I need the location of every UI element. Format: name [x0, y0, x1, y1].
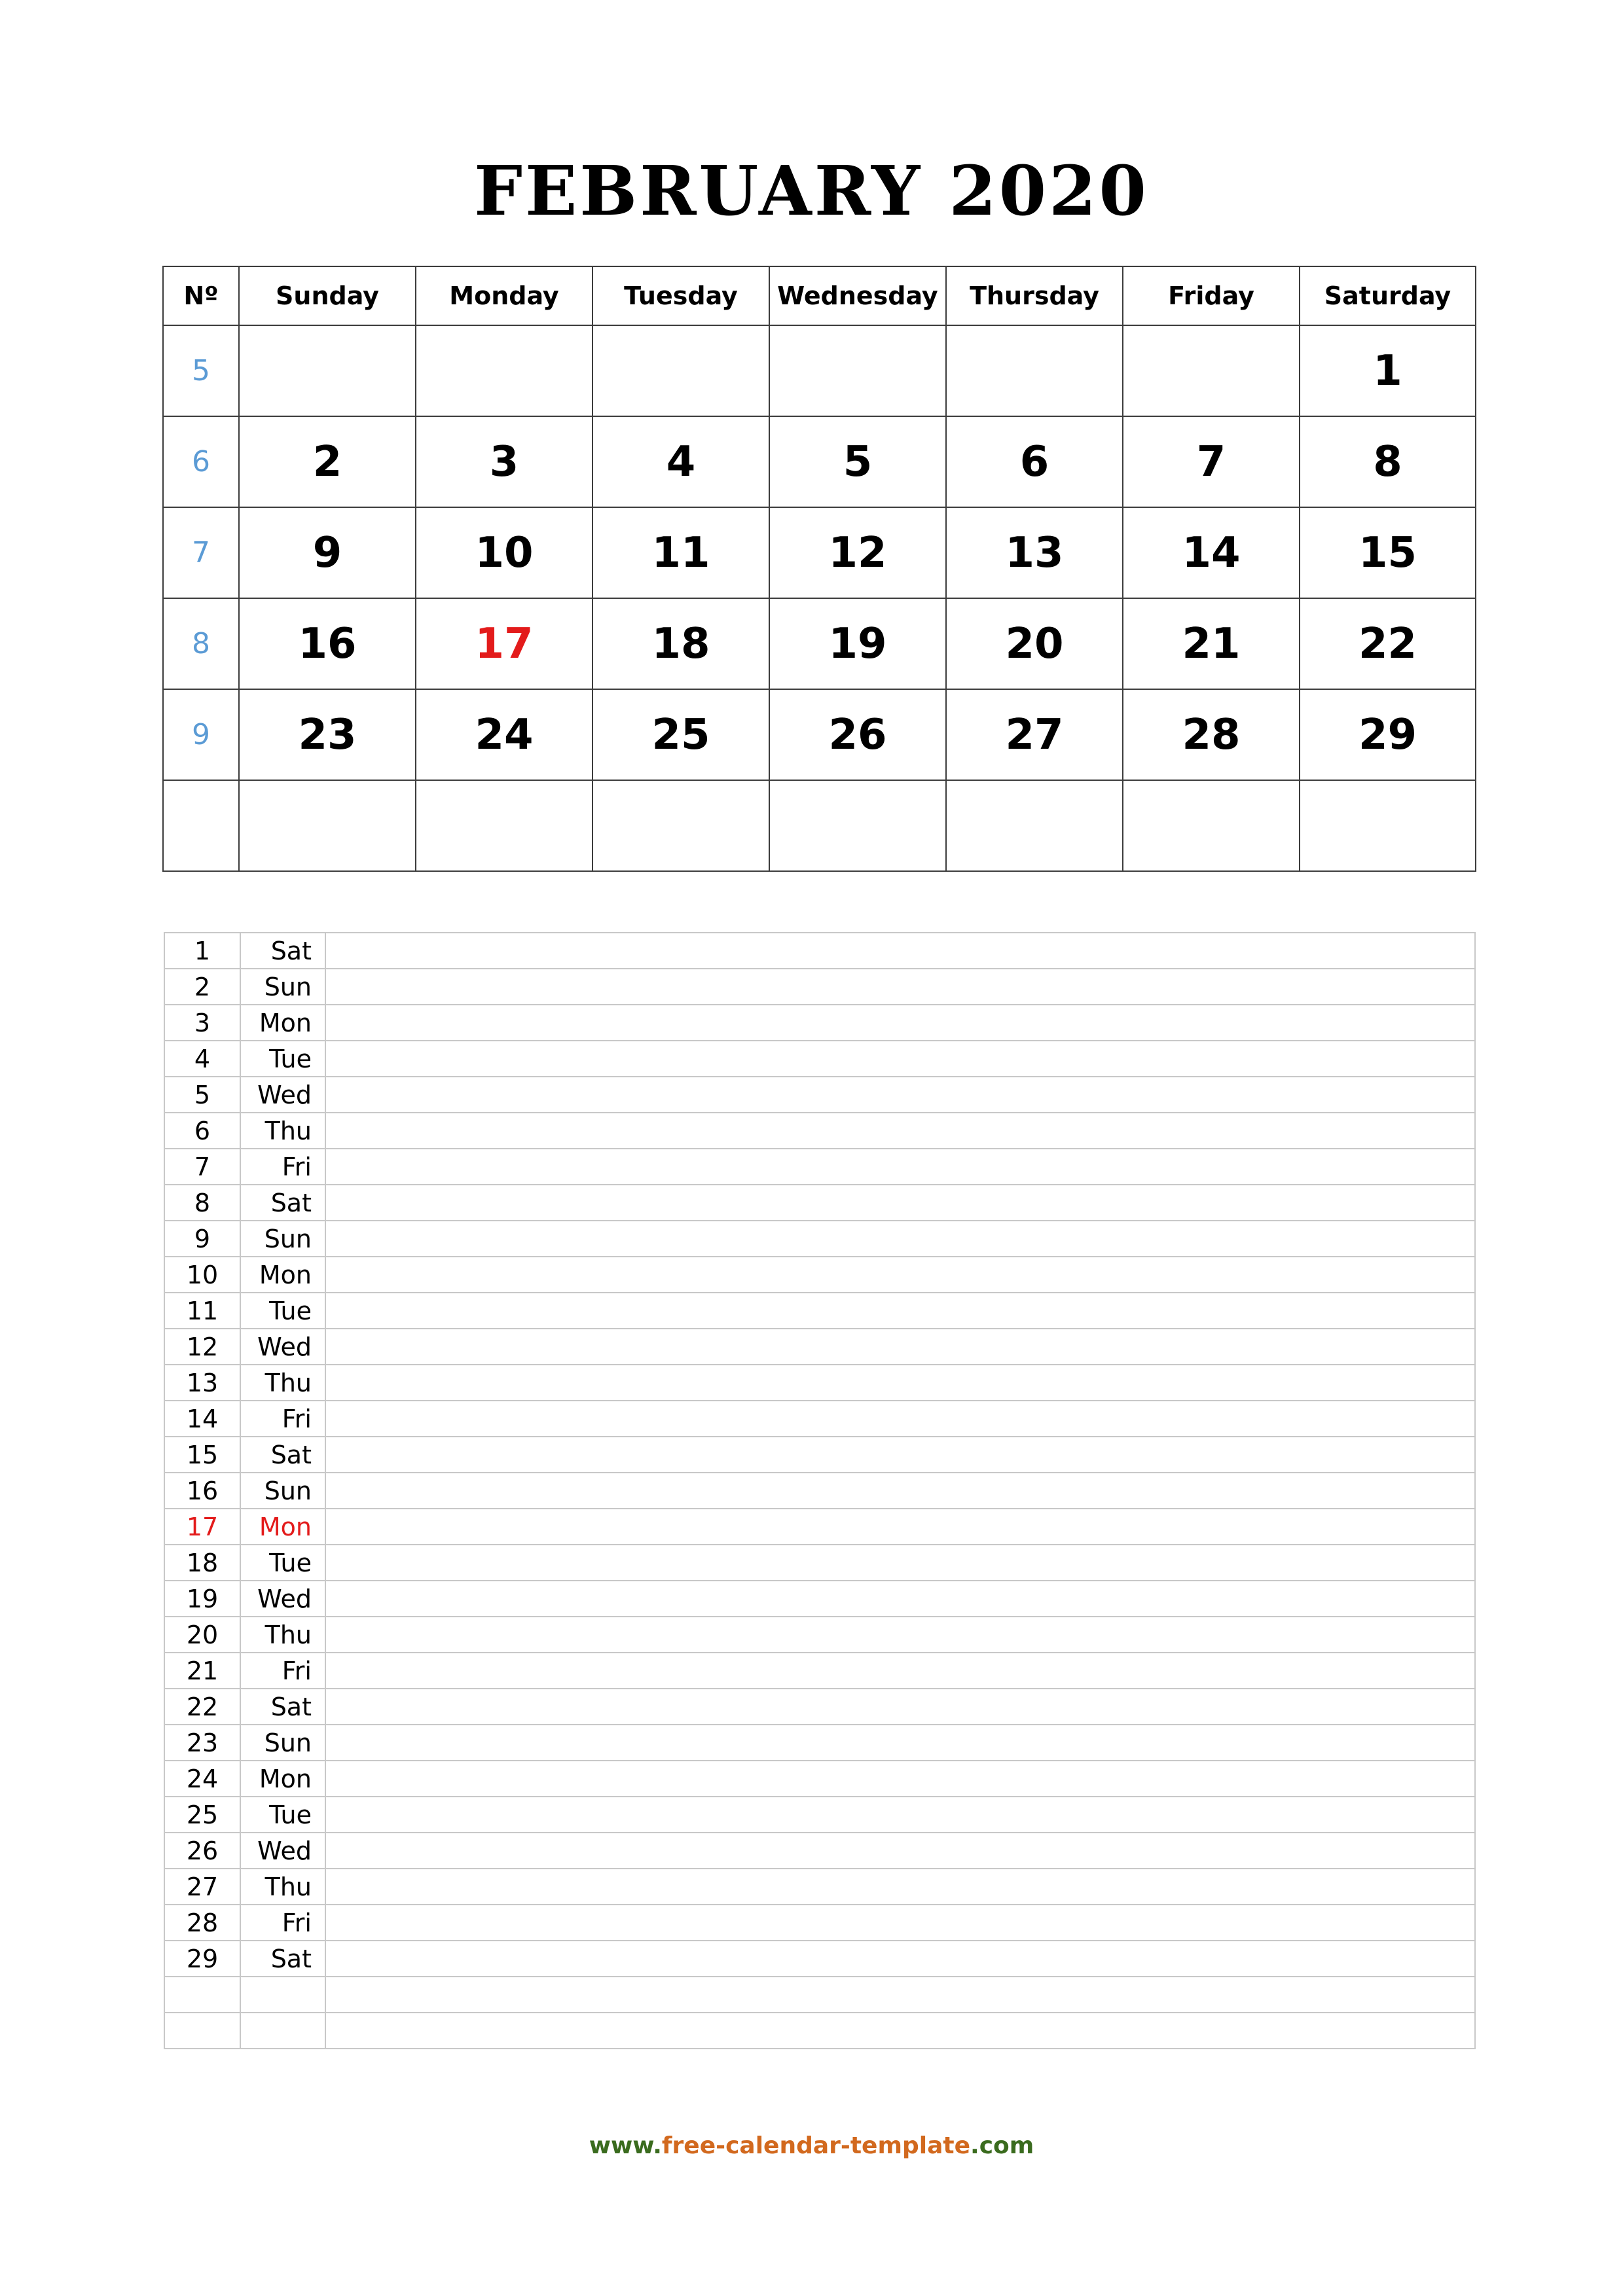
list-weekday: Fri — [240, 1401, 325, 1437]
daily-notes-list — [164, 932, 1476, 2049]
list-day-number — [164, 2013, 240, 2049]
list-note-cell — [325, 1689, 1475, 1725]
day-cell: 29 — [1300, 689, 1476, 780]
list-row — [164, 1113, 1475, 1149]
list-weekday: Tue — [240, 1293, 325, 1329]
day-cell — [416, 780, 593, 871]
footer-suffix: .com — [970, 2132, 1034, 2159]
list-row — [164, 1257, 1475, 1293]
list-day-number: 13 — [164, 1365, 240, 1401]
list-day-number: 19 — [164, 1581, 240, 1617]
header-friday: Friday — [1123, 266, 1300, 325]
list-row — [164, 1005, 1475, 1041]
list-row — [164, 1905, 1475, 1941]
list-note-cell — [325, 1257, 1475, 1293]
calendar-week-row — [163, 780, 1476, 871]
day-cell: 9 — [239, 507, 416, 598]
day-cell: 28 — [1123, 689, 1300, 780]
list-day-number: 16 — [164, 1473, 240, 1509]
list-note-cell — [325, 1545, 1475, 1581]
list-day-number: 26 — [164, 1833, 240, 1869]
list-day-number: 5 — [164, 1077, 240, 1113]
list-weekday: Mon — [240, 1257, 325, 1293]
list-note-cell — [325, 1977, 1475, 2013]
list-day-number: 1 — [164, 933, 240, 969]
list-row — [164, 1725, 1475, 1761]
list-row — [164, 1545, 1475, 1581]
day-cell: 13 — [946, 507, 1123, 598]
list-day-number — [164, 1977, 240, 2013]
list-note-cell — [325, 1473, 1475, 1509]
day-cell: 1 — [1300, 325, 1476, 416]
list-row — [164, 1041, 1475, 1077]
list-day-number: 14 — [164, 1401, 240, 1437]
day-cell: 27 — [946, 689, 1123, 780]
list-day-number: 11 — [164, 1293, 240, 1329]
week-number — [163, 780, 239, 871]
list-note-cell — [325, 1401, 1475, 1437]
day-cell: 8 — [1300, 416, 1476, 507]
list-note-cell — [325, 1869, 1475, 1905]
calendar-week-row — [163, 507, 1476, 598]
day-cell: 3 — [416, 416, 593, 507]
day-cell: 17 — [416, 598, 593, 689]
day-cell: 19 — [769, 598, 946, 689]
list-weekday: Thu — [240, 1617, 325, 1653]
list-row — [164, 1653, 1475, 1689]
list-note-cell — [325, 1005, 1475, 1041]
list-day-number: 29 — [164, 1941, 240, 1977]
day-cell — [769, 780, 946, 871]
day-cell — [946, 780, 1123, 871]
list-weekday: Tue — [240, 1041, 325, 1077]
day-cell: 7 — [1123, 416, 1300, 507]
list-note-cell — [325, 1185, 1475, 1221]
list-weekday: Thu — [240, 1113, 325, 1149]
list-note-cell — [325, 969, 1475, 1005]
header-wednesday: Wednesday — [769, 266, 946, 325]
list-weekday: Sun — [240, 1725, 325, 1761]
list-note-cell — [325, 1905, 1475, 1941]
day-cell: 2 — [239, 416, 416, 507]
list-weekday: Sun — [240, 969, 325, 1005]
list-row — [164, 1437, 1475, 1473]
list-note-cell — [325, 1077, 1475, 1113]
day-cell: 21 — [1123, 598, 1300, 689]
day-cell — [946, 325, 1123, 416]
day-cell: 18 — [593, 598, 769, 689]
list-row — [164, 1221, 1475, 1257]
list-day-number: 17 — [164, 1509, 240, 1545]
day-cell — [239, 325, 416, 416]
list-row — [164, 1185, 1475, 1221]
day-cell — [1123, 780, 1300, 871]
list-weekday: Tue — [240, 1545, 325, 1581]
page-title: FEBRUARY 2020 — [474, 151, 1149, 231]
list-day-number: 2 — [164, 969, 240, 1005]
list-day-number: 23 — [164, 1725, 240, 1761]
day-cell: 23 — [239, 689, 416, 780]
list-day-number: 7 — [164, 1149, 240, 1185]
day-cell — [1300, 780, 1476, 871]
list-weekday: Sat — [240, 1941, 325, 1977]
list-row — [164, 1509, 1475, 1545]
day-cell: 15 — [1300, 507, 1476, 598]
list-note-cell — [325, 1941, 1475, 1977]
list-row — [164, 1689, 1475, 1725]
list-row — [164, 1293, 1475, 1329]
list-row — [164, 1473, 1475, 1509]
header-tuesday: Tuesday — [593, 266, 769, 325]
day-cell: 24 — [416, 689, 593, 780]
list-note-cell — [325, 1149, 1475, 1185]
list-note-cell — [325, 1725, 1475, 1761]
list-weekday: Sun — [240, 1473, 325, 1509]
list-weekday: Tue — [240, 1797, 325, 1833]
list-day-number: 18 — [164, 1545, 240, 1581]
list-row — [164, 1617, 1475, 1653]
list-row — [164, 1365, 1475, 1401]
list-note-cell — [325, 2013, 1475, 2049]
day-cell: 26 — [769, 689, 946, 780]
week-number: 9 — [163, 689, 239, 780]
list-row — [164, 1941, 1475, 1977]
day-cell — [593, 325, 769, 416]
list-weekday — [240, 1977, 325, 2013]
list-weekday: Thu — [240, 1869, 325, 1905]
day-cell: 16 — [239, 598, 416, 689]
list-day-number: 22 — [164, 1689, 240, 1725]
day-cell: 22 — [1300, 598, 1476, 689]
list-note-cell — [325, 1221, 1475, 1257]
list-day-number: 20 — [164, 1617, 240, 1653]
day-cell — [769, 325, 946, 416]
week-number: 6 — [163, 416, 239, 507]
list-weekday: Sat — [240, 933, 325, 969]
week-number: 8 — [163, 598, 239, 689]
list-weekday: Fri — [240, 1149, 325, 1185]
day-cell: 6 — [946, 416, 1123, 507]
list-note-cell — [325, 1437, 1475, 1473]
list-row — [164, 969, 1475, 1005]
list-row — [164, 1797, 1475, 1833]
list-day-number: 24 — [164, 1761, 240, 1797]
list-note-cell — [325, 1293, 1475, 1329]
day-cell: 12 — [769, 507, 946, 598]
header-saturday: Saturday — [1300, 266, 1476, 325]
list-day-number: 21 — [164, 1653, 240, 1689]
list-note-cell — [325, 1617, 1475, 1653]
list-day-number: 15 — [164, 1437, 240, 1473]
list-row — [164, 2013, 1475, 2049]
list-weekday — [240, 2013, 325, 2049]
list-weekday: Wed — [240, 1329, 325, 1365]
list-note-cell — [325, 1365, 1475, 1401]
list-note-cell — [325, 1761, 1475, 1797]
list-day-number: 3 — [164, 1005, 240, 1041]
list-weekday: Sat — [240, 1437, 325, 1473]
header-week-number: Nº — [163, 266, 239, 325]
footer-domain: free-calendar-template — [661, 2132, 971, 2159]
day-cell: 5 — [769, 416, 946, 507]
list-note-cell — [325, 1581, 1475, 1617]
header-sunday: Sunday — [239, 266, 416, 325]
day-cell — [239, 780, 416, 871]
list-day-number: 8 — [164, 1185, 240, 1221]
list-weekday: Wed — [240, 1833, 325, 1869]
footer-website — [0, 2132, 1623, 2159]
list-row — [164, 1329, 1475, 1365]
list-day-number: 27 — [164, 1869, 240, 1905]
list-weekday: Mon — [240, 1761, 325, 1797]
list-row — [164, 1869, 1475, 1905]
list-row — [164, 933, 1475, 969]
list-weekday: Wed — [240, 1077, 325, 1113]
month-calendar-grid — [162, 266, 1476, 872]
day-cell: 10 — [416, 507, 593, 598]
calendar-week-row — [163, 689, 1476, 780]
list-note-cell — [325, 1329, 1475, 1365]
header-monday: Monday — [416, 266, 593, 325]
list-weekday: Wed — [240, 1581, 325, 1617]
list-day-number: 25 — [164, 1797, 240, 1833]
day-cell — [416, 325, 593, 416]
list-weekday: Sat — [240, 1185, 325, 1221]
list-day-number: 4 — [164, 1041, 240, 1077]
list-note-cell — [325, 1113, 1475, 1149]
calendar-week-row — [163, 325, 1476, 416]
day-cell — [1123, 325, 1300, 416]
list-weekday: Thu — [240, 1365, 325, 1401]
footer-prefix: www. — [589, 2132, 662, 2159]
list-note-cell — [325, 1509, 1475, 1545]
list-row — [164, 1401, 1475, 1437]
calendar-week-row — [163, 598, 1476, 689]
day-cell: 25 — [593, 689, 769, 780]
list-weekday: Fri — [240, 1653, 325, 1689]
list-row — [164, 1581, 1475, 1617]
list-day-number: 9 — [164, 1221, 240, 1257]
list-row — [164, 1761, 1475, 1797]
day-cell: 14 — [1123, 507, 1300, 598]
list-note-cell — [325, 1041, 1475, 1077]
list-day-number: 28 — [164, 1905, 240, 1941]
calendar-header-row — [163, 266, 1476, 325]
list-note-cell — [325, 1833, 1475, 1869]
calendar-week-row — [163, 416, 1476, 507]
list-row — [164, 1077, 1475, 1113]
list-note-cell — [325, 1797, 1475, 1833]
week-number: 5 — [163, 325, 239, 416]
list-weekday: Sun — [240, 1221, 325, 1257]
day-cell — [593, 780, 769, 871]
list-day-number: 12 — [164, 1329, 240, 1365]
list-note-cell — [325, 933, 1475, 969]
list-row — [164, 1149, 1475, 1185]
list-day-number: 6 — [164, 1113, 240, 1149]
day-cell: 4 — [593, 416, 769, 507]
header-thursday: Thursday — [946, 266, 1123, 325]
list-weekday: Mon — [240, 1005, 325, 1041]
list-row — [164, 1977, 1475, 2013]
list-note-cell — [325, 1653, 1475, 1689]
list-day-number: 10 — [164, 1257, 240, 1293]
week-number: 7 — [163, 507, 239, 598]
list-weekday: Sat — [240, 1689, 325, 1725]
day-cell: 11 — [593, 507, 769, 598]
list-weekday: Mon — [240, 1509, 325, 1545]
day-cell: 20 — [946, 598, 1123, 689]
list-row — [164, 1833, 1475, 1869]
list-weekday: Fri — [240, 1905, 325, 1941]
